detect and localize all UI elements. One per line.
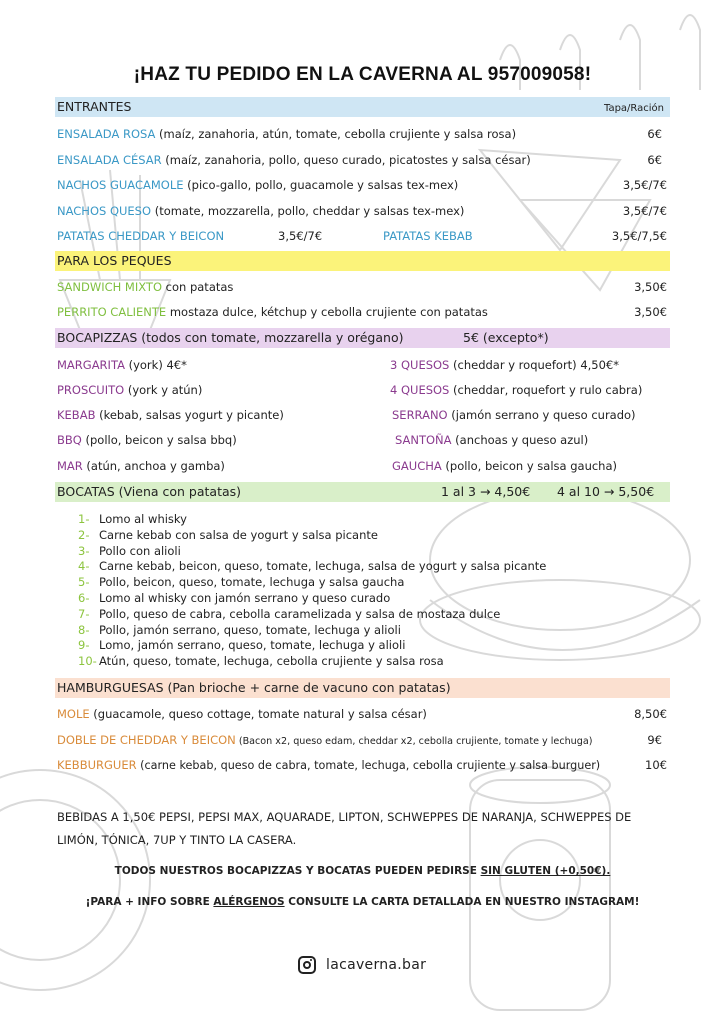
bocapizza-item <box>392 458 617 474</box>
item-price: 3,5€/7€ <box>622 178 667 192</box>
bocatas-price-1-3: 1 al 3 → 4,50€ <box>441 484 531 499</box>
hamburguesa-item <box>57 706 427 722</box>
item-price: 8,50€ <box>634 707 667 721</box>
list-item-text: Atún, queso, tomate, lechuga, cebolla crujiente y salsa rosa <box>99 654 444 669</box>
entrantes-item <box>57 203 464 219</box>
bocapizzas-header-price: 5€ (excepto*) <box>463 330 549 345</box>
entrantes-item <box>57 152 531 168</box>
list-item-text: Lomo al whisky con jamón serrano y queso curado <box>99 590 391 605</box>
item-name: MOLE <box>57 707 90 721</box>
item-desc: (Bacon x2, queso edam, cheddar x2, cebolla crujiente, tomate y lechuga) <box>235 736 593 747</box>
item-price: 3,50€ <box>634 305 667 319</box>
item-desc: (maíz, zanahoria, pollo, queso curado, picatostes y salsa césar) <box>161 153 531 167</box>
bocapizza-item <box>57 357 187 373</box>
item-price: 9€ <box>647 733 662 747</box>
item-desc: mostaza dulce, kétchup y cebolla crujiente con patatas <box>166 305 488 319</box>
list-item-text: Lomo, jamón serrano, queso, tomate, lechuga y alioli <box>99 638 406 653</box>
patatas-kebab-name: PATATAS KEBAB <box>383 229 473 243</box>
list-item-text: Pollo, jamón serrano, queso, tomate, lechuga y alioli <box>99 622 401 637</box>
gluten-note-highlight: SIN GLUTEN (+0,50€). <box>480 865 611 877</box>
patatas-cheddar-name: PATATAS CHEDDAR Y BEICON <box>57 229 225 243</box>
allergen-note <box>0 896 725 908</box>
list-item <box>78 512 546 528</box>
bocapizza-item <box>395 432 588 448</box>
bebidas-text: BEBIDAS A 1,50€ PEPSI, PEPSI MAX, AQUARADE, LIPTON, SCHWEPPES DE NARANJA, SCHWEPPES DE LIMÓN, TÓNICA, 7UP Y TINTO LA CASERA. <box>57 810 632 847</box>
hamburguesas-header-bar <box>55 678 670 698</box>
instagram-text: lacaverna.bar <box>326 957 427 973</box>
instagram-handle[interactable] <box>298 953 426 977</box>
item-desc: (cheddar, roquefort y rulo cabra) <box>449 383 643 397</box>
bocatas-header-bar <box>55 482 670 502</box>
item-desc: (maíz, zanahoria, atún, tomate, cebolla crujiente y salsa rosa) <box>155 127 517 141</box>
bocapizzas-header: BOCAPIZZAS (todos con tomate, mozzarella y orégano) <box>57 330 404 345</box>
patatas-kebab-price: 3,5€/7,5€ <box>611 229 667 243</box>
item-desc: (pico-gallo, pollo, guacamole y salsas tex-mex) <box>183 178 459 192</box>
list-item <box>78 575 546 591</box>
list-item <box>78 544 546 560</box>
tapa-racion-label: Tapa/Ración <box>603 103 664 114</box>
item-name: SANDWICH MIXTO <box>57 280 162 294</box>
allergen-note-post: CONSULTE LA CARTA DETALLADA EN NUESTRO INSTAGRAM! <box>284 896 640 908</box>
bocapizzas-header-bar <box>55 328 670 348</box>
instagram-icon <box>298 956 316 974</box>
item-name: KEBBURGUER <box>57 758 137 772</box>
entrantes-item <box>57 126 516 142</box>
list-item-number: 6- <box>78 590 90 605</box>
item-name: PROSCUITO <box>57 383 125 397</box>
list-item <box>78 654 546 670</box>
item-desc: (jamón serrano y queso curado) <box>447 408 636 422</box>
item-desc: (pollo, beicon y salsa gaucha) <box>441 459 618 473</box>
item-name: NACHOS GUACAMOLE <box>57 178 184 192</box>
bocapizza-item <box>57 407 284 423</box>
bocatas-list <box>78 512 546 670</box>
bocapizza-item <box>390 357 619 373</box>
gluten-note <box>0 865 725 877</box>
item-name: MAR <box>57 459 83 473</box>
page-title: ¡HAZ TU PEDIDO EN LA CAVERNA AL 957009058! <box>133 64 592 85</box>
bocapizza-item <box>57 382 202 398</box>
list-item-text: Pollo, queso de cabra, cebolla caramelizada y salsa de mostaza dulce <box>99 606 501 621</box>
item-desc: (kebab, salsas yogurt y picante) <box>95 408 284 422</box>
item-name: SANTOÑA <box>395 433 452 447</box>
item-name: ENSALADA CÉSAR <box>57 153 162 167</box>
item-desc: (guacamole, queso cottage, tomate natural y salsa césar) <box>89 707 427 721</box>
list-item-text: Lomo al whisky <box>99 512 187 526</box>
pizza-sketch <box>0 770 150 990</box>
item-name: 3 QUESOS <box>390 358 450 372</box>
item-desc: (cheddar y roquefort) 4,50€* <box>449 358 619 372</box>
list-item <box>78 528 546 544</box>
allergen-note-pre: ¡PARA + INFO SOBRE <box>85 896 214 908</box>
list-item-number: 4- <box>78 559 90 574</box>
list-item <box>78 607 546 623</box>
item-name: 4 QUESOS <box>390 383 450 397</box>
item-price: 6€ <box>647 153 662 167</box>
item-name: PERRITO CALIENTE <box>57 305 167 319</box>
gluten-note-text: TODOS NUESTROS BOCAPIZZAS Y BOCATAS PUEDEN PEDIRSE <box>114 865 481 877</box>
list-item <box>78 623 546 639</box>
item-desc: (atún, anchoa y gamba) <box>82 459 225 473</box>
patatas-cheddar-price: 3,5€/7€ <box>278 229 323 243</box>
item-desc: (pollo, beicon y salsa bbq) <box>81 433 237 447</box>
item-desc: con patatas <box>162 280 234 294</box>
item-desc: (york y atún) <box>124 383 203 397</box>
bocatas-header: BOCATAS (Viena con patatas) <box>57 484 242 499</box>
list-item <box>78 591 546 607</box>
list-item <box>78 559 546 575</box>
item-price: 10€ <box>645 758 667 772</box>
item-name: NACHOS QUESO <box>57 204 152 218</box>
list-item-number: 5- <box>78 575 90 590</box>
hamburguesa-item <box>57 732 592 750</box>
entrantes-item <box>57 177 458 193</box>
list-item-number: 3- <box>78 543 90 558</box>
item-name: ENSALADA ROSA <box>57 127 156 141</box>
list-item-text: Carne kebab con salsa de yogurt y salsa picante <box>99 527 378 542</box>
item-name: DOBLE DE CHEDDAR Y BEICON <box>57 733 236 747</box>
item-desc: (carne kebab, queso de cabra, tomate, lechuga, cebolla crujiente y salsa burguer) <box>136 759 601 772</box>
item-price: 3,5€/7€ <box>622 204 667 218</box>
list-item <box>78 638 546 654</box>
entrantes-header: ENTRANTES <box>57 99 132 114</box>
item-name: SERRANO <box>392 408 448 422</box>
bocapizza-item <box>392 407 636 423</box>
hamburguesas-header: HAMBURGUESAS (Pan brioche + carne de vacuno con patatas) <box>57 680 451 695</box>
list-item-text: Pollo, beicon, queso, tomate, lechuga y salsa gaucha <box>99 575 405 590</box>
item-price: 6€ <box>647 127 662 141</box>
item-name: MARGARITA <box>57 358 125 372</box>
bocapizza-item <box>390 382 642 398</box>
list-item-number: 1- <box>78 512 90 526</box>
peques-header-bar <box>55 251 670 271</box>
peques-item <box>57 304 488 320</box>
list-item-text: Pollo con alioli <box>99 543 181 558</box>
item-name: KEBAB <box>57 408 96 422</box>
entrantes-header-bar <box>55 97 670 117</box>
list-item-number: 2- <box>78 527 90 542</box>
peques-item <box>57 279 233 295</box>
bocatas-price-4-10: 4 al 10 → 5,50€ <box>557 484 655 499</box>
list-item-number: 7- <box>78 606 90 621</box>
hamburguesa-item <box>57 757 600 774</box>
list-item-number: 8- <box>78 622 90 637</box>
list-item-text: Carne kebab, beicon, queso, tomate, lechuga, salsa de yogurt y salsa picante <box>99 559 547 574</box>
list-item-number: 10- <box>78 654 97 669</box>
bocapizza-item <box>57 432 237 448</box>
list-item-number: 9- <box>78 638 90 653</box>
item-name: GAUCHA <box>392 459 442 473</box>
item-desc: (york) 4€* <box>124 358 187 372</box>
item-name: BBQ <box>57 433 82 447</box>
item-desc: (tomate, mozzarella, pollo, cheddar y salsas tex-mex) <box>151 204 465 218</box>
bocapizza-item <box>57 458 225 474</box>
item-price: 3,50€ <box>634 280 667 294</box>
peques-header: PARA LOS PEQUES <box>57 253 172 268</box>
item-desc: (anchoas y queso azul) <box>451 433 589 447</box>
allergen-note-highlight: ALÉRGENOS <box>213 896 285 908</box>
